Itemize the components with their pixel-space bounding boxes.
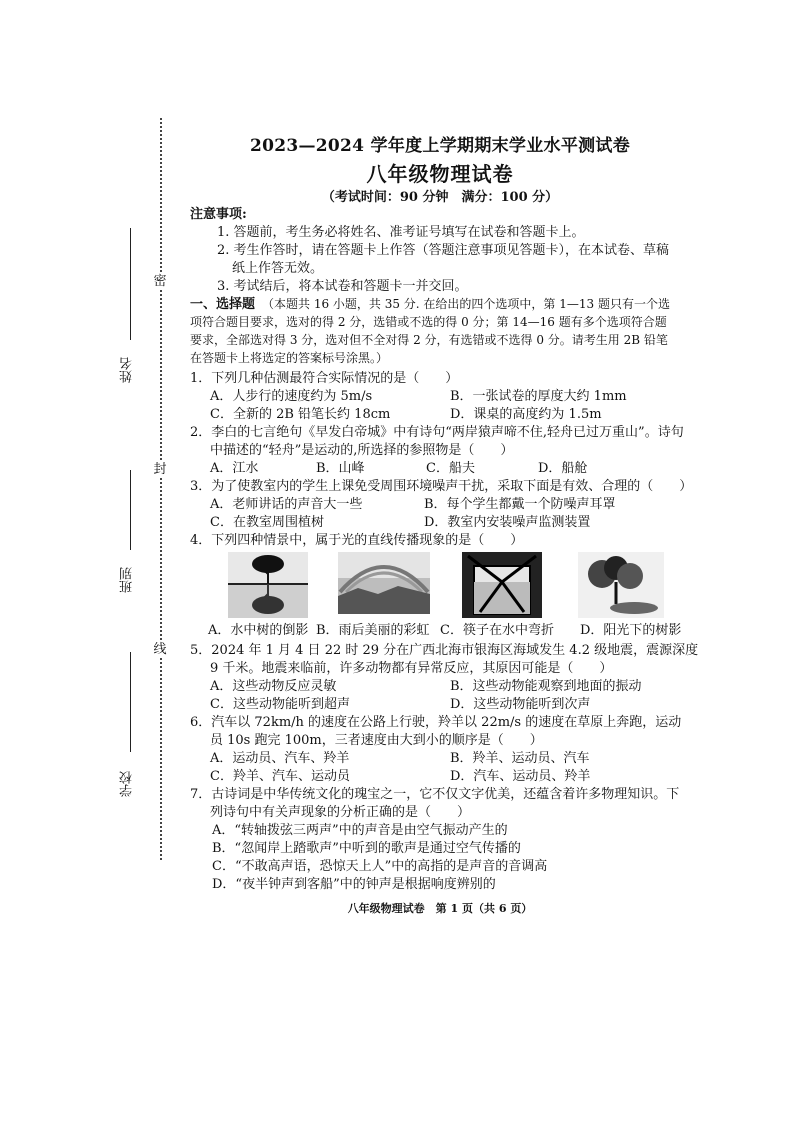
exam-subtitle: 八年级物理试卷 bbox=[366, 162, 514, 186]
question-5-option-a[interactable]: A．这些动物反应灵敏 bbox=[210, 679, 337, 694]
binding-dotted-line bbox=[160, 118, 162, 860]
question-6-option-d[interactable]: D．汽车、运动员、羚羊 bbox=[450, 769, 591, 784]
question-4-option-d[interactable]: D．阳光下的树影 bbox=[580, 623, 682, 638]
question-5-stem: 5．2024 年 1 月 4 日 22 时 29 分在广西北海市银海区海域发生 4.2 级地震，震源深度 bbox=[190, 643, 699, 658]
question-2-stem-cont: 中描述的“轻舟”是运动的,所选择的参照物是（ ） bbox=[210, 443, 514, 458]
question-6-option-b[interactable]: B．羚羊、运动员、汽车 bbox=[450, 751, 590, 766]
question-1-option-d[interactable]: D．课桌的高度约为 1.5m bbox=[450, 407, 602, 422]
section-label: 一、选择题 bbox=[190, 297, 256, 312]
question-2-option-d[interactable]: D．船舱 bbox=[538, 461, 588, 476]
seal-word-feng: 封 bbox=[146, 462, 174, 478]
question-3-option-b[interactable]: B．每个学生都戴一个防噪声耳罩 bbox=[424, 497, 616, 512]
question-5-option-c[interactable]: C．这些动物能听到超声 bbox=[210, 697, 350, 712]
chopsticks-image[interactable] bbox=[462, 552, 542, 618]
note-item: 1. 答题前，考生务必将姓名、准考证号填写在试卷和答题卡上。 bbox=[217, 225, 585, 240]
school-field[interactable] bbox=[118, 652, 144, 808]
school-label: 学校 bbox=[120, 771, 135, 797]
name-label: 姓名 bbox=[120, 357, 135, 383]
question-7-option-c[interactable]: C．“不敢高声语，恐惊天上人”中的高指的是声音的音调高 bbox=[212, 859, 548, 874]
question-2-stem: 2．李白的七言绝句《早发白帝城》中有诗句“两岸猿声啼不住,轻舟已过万重山”。诗句 bbox=[190, 425, 684, 440]
section-instructions: 项符合题目要求，选对的得 2 分，选错或不选的得 0 分；第 14—16 题有多个选项符合题 bbox=[190, 315, 667, 329]
question-2-option-a[interactable]: A．江水 bbox=[210, 461, 259, 476]
seal-word-xian: 线 bbox=[146, 642, 174, 658]
question-5-option-b[interactable]: B．这些动物能观察到地面的振动 bbox=[450, 679, 642, 694]
school-blank-line bbox=[130, 652, 131, 752]
question-5-stem-cont: 9 千米。地震来临前，许多动物都有异常反应，其原因可能是（ ） bbox=[210, 661, 613, 676]
question-3-option-c[interactable]: C．在教室周围植树 bbox=[210, 515, 324, 530]
question-7-stem: 7．古诗词是中华传统文化的瑰宝之一，它不仅文字优美，还蕴含着许多物理知识。下 bbox=[190, 787, 680, 802]
class-blank-line bbox=[130, 470, 131, 550]
note-item: 3. 考试结后，将本试卷和答题卡一并交回。 bbox=[217, 279, 468, 294]
tree-reflection-image[interactable] bbox=[228, 552, 308, 618]
question-7-option-b[interactable]: B．“忽闻岸上踏歌声”中听到的歌声是通过空气传播的 bbox=[212, 841, 521, 856]
question-4-option-a[interactable]: A．水中树的倒影 bbox=[208, 623, 309, 638]
tree-shadow-image[interactable] bbox=[578, 552, 664, 618]
question-4-option-c[interactable]: C．筷子在水中弯折 bbox=[440, 623, 554, 638]
question-1-option-a[interactable]: A．人步行的速度约为 5m/s bbox=[210, 389, 373, 404]
question-5-option-d[interactable]: D．这些动物能听到次声 bbox=[450, 697, 591, 712]
name-field[interactable] bbox=[118, 228, 144, 398]
exam-title: 2023—2024 学年度上学期期末学业水平测试卷 bbox=[249, 136, 631, 156]
section-instructions: 在答题卡上将选定的答案标号涂黑。） bbox=[190, 351, 389, 365]
question-6-option-a[interactable]: A．运动员、汽车、羚羊 bbox=[210, 751, 350, 766]
question-6-stem-cont: 员 10s 跑完 100m，三者速度由大到小的顺序是（ ） bbox=[210, 733, 543, 748]
question-3-stem: 3．为了使教室内的学生上课免受周围环境噪声干扰，采取下面是有效、合理的（ ） bbox=[190, 479, 693, 494]
question-7-stem-cont: 列诗句中有关声现象的分析正确的是（ ） bbox=[210, 805, 471, 820]
section-instructions: 要求，全部选对得 3 分，选对但不全对得 2 分，有选错或不选得 0 分。请考生用 2B 铅笔 bbox=[190, 333, 668, 347]
rainbow-image[interactable] bbox=[338, 552, 430, 614]
question-3-option-d[interactable]: D．教室内安装噪声监测装置 bbox=[424, 515, 591, 530]
question-6-option-c[interactable]: C．羚羊、汽车、运动员 bbox=[210, 769, 350, 784]
page-footer: 八年级物理试卷 第 1 页（共 6 页） bbox=[347, 902, 533, 915]
note-item: 纸上作答无效。 bbox=[232, 261, 324, 276]
question-4-stem: 4．下列四种情景中，属于光的直线传播现象的是（ ） bbox=[190, 533, 524, 548]
name-blank-line bbox=[130, 228, 131, 340]
class-label: 班别 bbox=[120, 567, 135, 593]
exam-info: （考试时间：90 分钟 满分：100 分） bbox=[321, 190, 559, 205]
section-instructions: （本题共 16 小题，共 35 分. 在给出的四个选项中，第 1—13 题只有一个选 bbox=[262, 297, 670, 311]
question-1-option-c[interactable]: C．全新的 2B 铅笔长约 18cm bbox=[210, 407, 391, 422]
question-1-option-b[interactable]: B．一张试卷的厚度大约 1mm bbox=[450, 389, 627, 404]
question-2-option-b[interactable]: B．山峰 bbox=[316, 461, 365, 476]
question-6-stem: 6．汽车以 72km/h 的速度在公路上行驶，羚羊以 22m/s 的速度在草原上奔跑，运动 bbox=[190, 715, 682, 730]
question-7-option-d[interactable]: D．“夜半钟声到客船”中的钟声是根据响度辨别的 bbox=[212, 877, 496, 892]
seal-word-mi: 密 bbox=[146, 274, 174, 290]
note-item: 2. 考生作答时，请在答题卡上作答（答题注意事项见答题卡），在本试卷、草稿 bbox=[217, 243, 670, 258]
question-1-stem: 1．下列几种估测最符合实际情况的是（ ） bbox=[190, 371, 459, 386]
question-7-option-a[interactable]: A．“转轴拨弦三两声”中的声音是由空气振动产生的 bbox=[212, 823, 508, 838]
notes-heading: 注意事项: bbox=[190, 207, 247, 222]
question-4-option-b[interactable]: B．雨后美丽的彩虹 bbox=[316, 623, 430, 638]
class-field[interactable] bbox=[118, 470, 144, 600]
question-3-option-a[interactable]: A．老师讲话的声音大一些 bbox=[210, 497, 363, 512]
question-2-option-c[interactable]: C．船夫 bbox=[426, 461, 475, 476]
